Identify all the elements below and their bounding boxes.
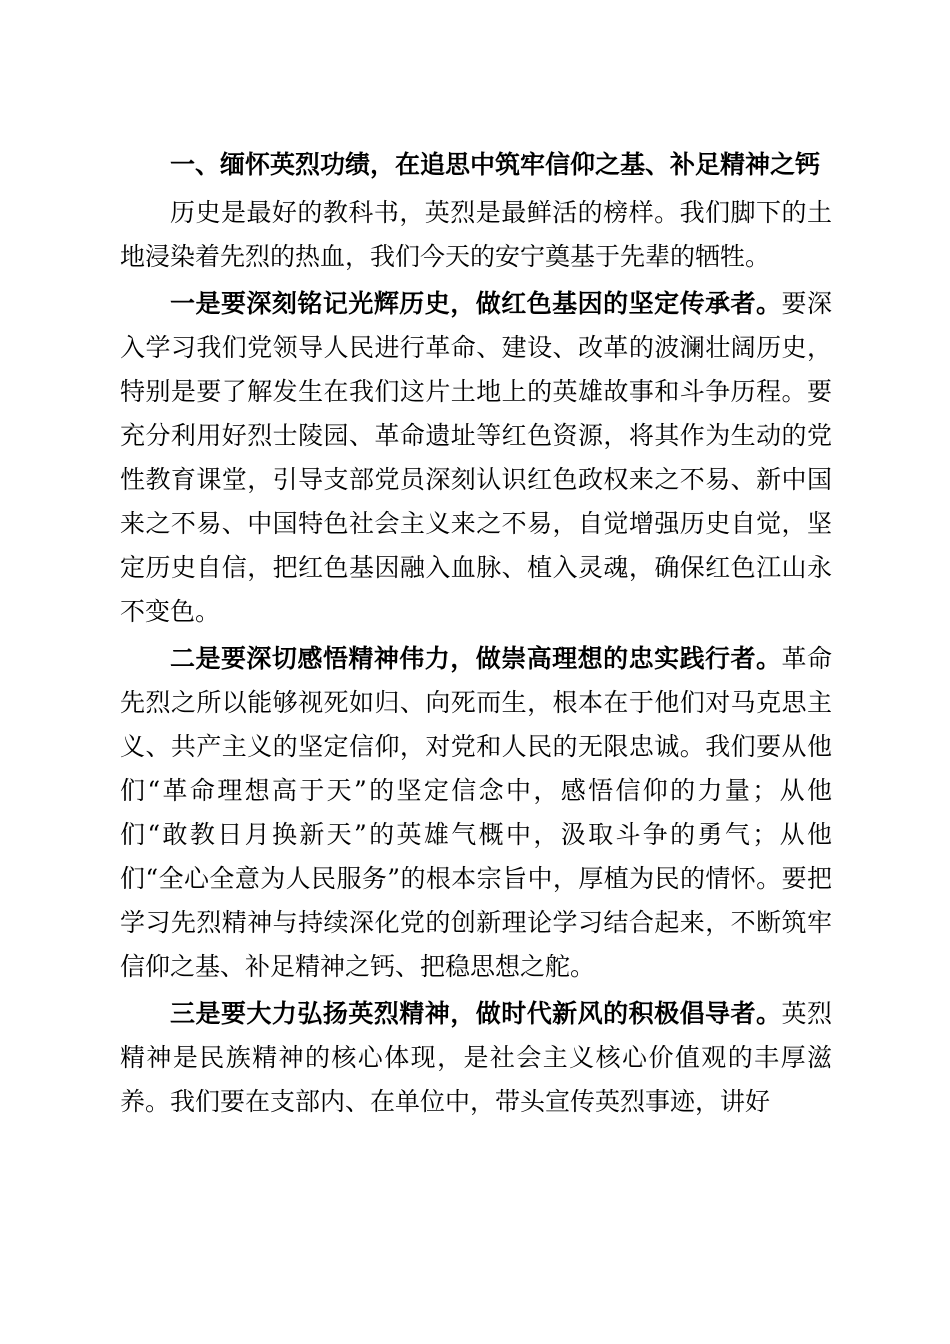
point-1-body: 要深入学习我们党领导人民进行革命、建设、改革的波澜壮阔历史，特别是要了解发生在我们这片土地上的英雄故事和斗争历程。要充分利用好烈士陵园、革命遗址等红色资源，将其作为生动的党性教育课堂，引导支部党员深刻认识红色政权来之不易、新中国来之不易、中国特色社会主义来之不易，自觉增强历史自觉，坚定历史自信，把红色基因融入血脉、植入灵魂，确保红色江山永不变色。: [120, 289, 832, 626]
point-2-body: 革命先烈之所以能够视死如归、向死而生，根本在于他们对马克思主义、共产主义的坚定信仰，对党和人民的无限忠诚。我们要从他们“革命理想高于天”的坚定信念中，感悟信仰的力量；从他们“敢教日月换新天”的英雄气概中，汲取斗争的勇气；从他们“全心全意为人民服务”的根本宗旨中，厚植为民的情怀。要把学习先烈精神与持续深化党的创新理论学习结合起来，不断筑牢信仰之基、补足精神之钙、把稳思想之舵。: [120, 644, 832, 981]
section-heading: 一、缅怀英烈功绩，在追思中筑牢信仰之基、补足精神之钙: [170, 150, 821, 179]
document-body: [120, 143, 832, 1127]
intro-paragraph: 历史是最好的教科书，英烈是最鲜活的榜样。我们脚下的土地浸染着先烈的热血，我们今天的安宁奠基于先辈的牺牲。: [120, 198, 832, 271]
paragraph-point-2: [120, 637, 832, 989]
point-3-body: 英烈精神是民族精神的核心体现，是社会主义核心价值观的丰厚滋养。我们要在支部内、在单位中，带头宣传英烈事迹，讲好: [120, 999, 832, 1116]
point-2-lead: 二是要深切感悟精神伟力，做崇高理想的忠实践行者。: [170, 644, 782, 673]
point-3-lead: 三是要大力弘扬英烈精神，做时代新风的积极倡导者。: [170, 999, 782, 1028]
paragraph-point-3: [120, 992, 832, 1124]
point-1-lead: 一是要深刻铭记光辉历史，做红色基因的坚定传承者。: [170, 289, 782, 318]
paragraph-point-1: [120, 282, 832, 634]
